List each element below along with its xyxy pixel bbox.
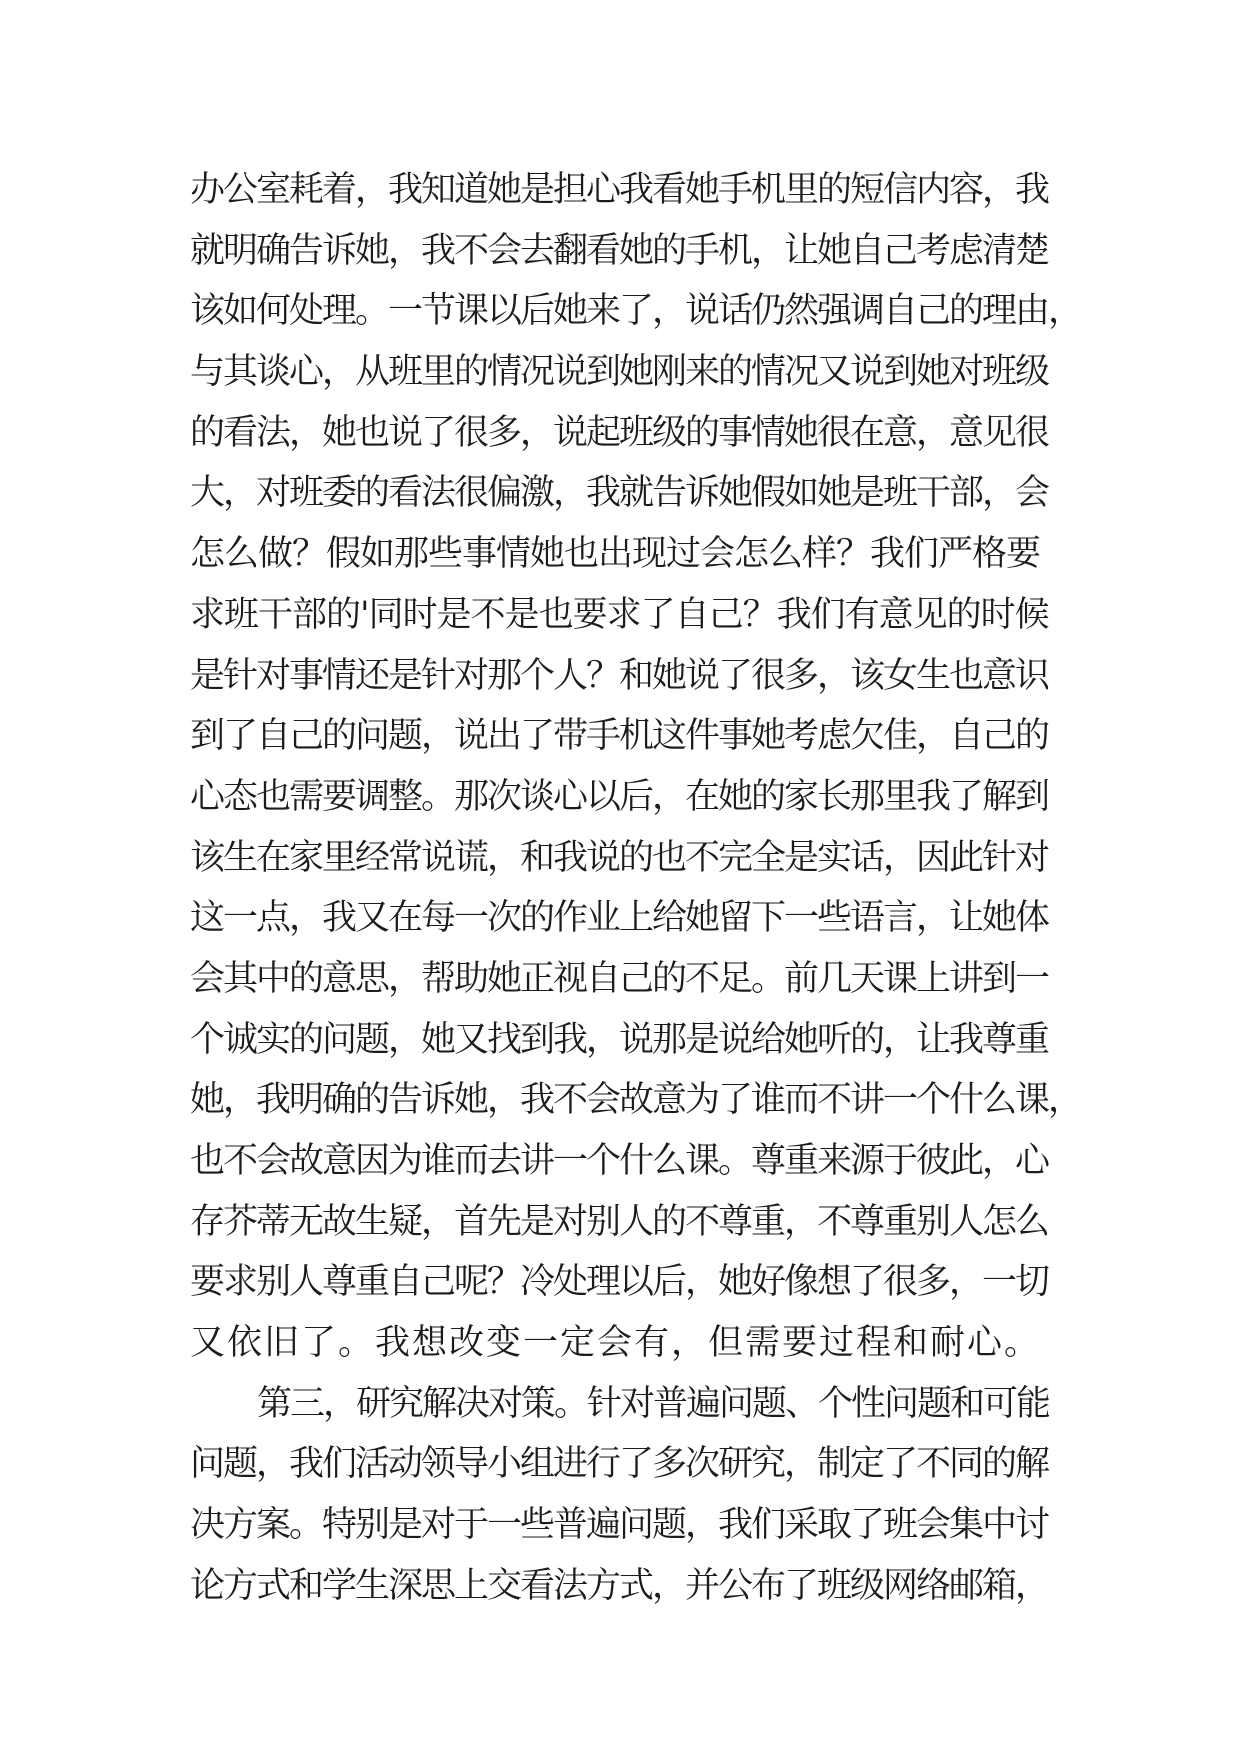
text-line: 该如何处理。一节课以后她来了，说话仍然强调自己的理由， bbox=[190, 291, 1082, 332]
text-line: 心态也需要调整。那次谈心以后，在她的家长那里我了解到 bbox=[190, 776, 1049, 817]
text-line: 是针对事情还是针对那个人？和她说了很多，该女生也意识 bbox=[190, 655, 1049, 696]
text-line: 大，对班委的看法很偏激，我就告诉她假如她是班干部，会 bbox=[190, 473, 1049, 514]
text-line: 怎么做？假如那些事情她也出现过会怎么样？我们严格要 bbox=[190, 534, 1041, 575]
text-line: 的看法，她也说了很多，说起班级的事情她很在意，意见很 bbox=[190, 412, 1049, 453]
text-line: 这一点，我又在每一次的作业上给她留下一些语言，让她体 bbox=[190, 898, 1049, 939]
text-line: 她，我明确的告诉她，我不会故意为了谁而不讲一个什么课， bbox=[190, 1080, 1082, 1121]
text-line: 要求别人尊重自己呢？冷处理以后，她好像想了很多，一切 bbox=[190, 1262, 1049, 1303]
text-line: 办公室耗着，我知道她是担心我看她手机里的短信内容，我 bbox=[190, 170, 1049, 210]
text-line: 问题，我们活动领导小组进行了多次研究，制定了不同的解 bbox=[190, 1444, 1049, 1485]
text-line: 论方式和学生深思上交看法方式，并公布了班级网络邮箱， bbox=[190, 1565, 1049, 1606]
paragraph-start-line: 第三，研究解决对策。针对普遍问题、个性问题和可能 bbox=[257, 1383, 1050, 1424]
text-line: 求班干部的'同时是不是也要求了自己？我们有意见的时候 bbox=[190, 594, 1049, 635]
text-line: 又依旧了。我想改变一定会有，但需要过程和耐心。 bbox=[190, 1323, 1042, 1364]
text-line: 到了自己的问题，说出了带手机这件事她考虑欠佳，自己的 bbox=[190, 716, 1049, 757]
text-line: 该生在家里经常说谎，和我说的也不完全是实话，因此针对 bbox=[190, 837, 1049, 878]
body-text bbox=[190, 160, 1082, 1617]
text-line: 也不会故意因为谁而去讲一个什么课。尊重来源于彼此，心 bbox=[190, 1141, 1049, 1181]
text-line: 个诚实的问题，她又找到我，说那是说给她听的，让我尊重 bbox=[190, 1019, 1049, 1060]
text-line: 会其中的意思，帮助她正视自己的不足。前几天课上讲到一 bbox=[190, 958, 1049, 999]
text-line: 决方案。特别是对于一些普遍问题，我们采取了班会集中讨 bbox=[190, 1505, 1049, 1546]
text-line: 与其谈心，从班里的情况说到她刚来的情况又说到她对班级 bbox=[190, 352, 1049, 393]
text-line: 存芥蒂无故生疑，首先是对别人的不尊重，不尊重别人怎么 bbox=[190, 1201, 1049, 1242]
text-line: 就明确告诉她，我不会去翻看她的手机，让她自己考虑清楚 bbox=[190, 230, 1049, 271]
